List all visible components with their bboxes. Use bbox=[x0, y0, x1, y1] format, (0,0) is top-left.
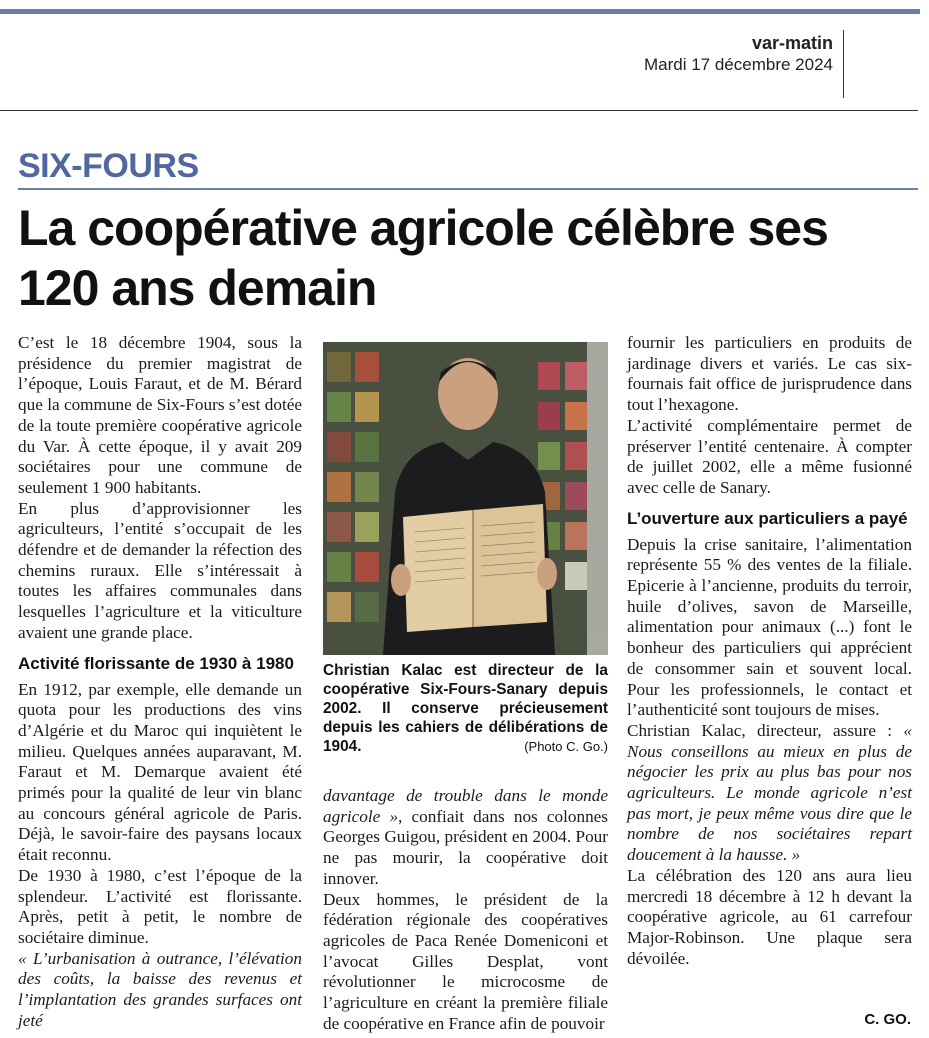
paragraph: Deux hommes, le président de la fédération régionale des coopératives agricoles de Paca Renée Domeniconi et l’avocat Gilles Desplat, vont révolutionner le microcosme de l’agriculture en créant la première filiale de coopérative en France afin de pouvoir bbox=[323, 889, 608, 1033]
kicker-rule bbox=[18, 188, 918, 190]
newspaper-name: var-matin bbox=[751, 33, 833, 53]
column-2 bbox=[323, 786, 608, 1034]
paragraph-text: , confiait dans nos colonnes Georges Guigou, président en 2004. Pour ne pas mourir, la coopérative doit innover. bbox=[323, 806, 608, 888]
header-rule bbox=[0, 110, 918, 111]
article-photo bbox=[323, 342, 608, 655]
subheading: Activité florissante de 1930 à 1980 bbox=[18, 653, 294, 673]
author-signature: C. GO. bbox=[864, 1011, 911, 1028]
paragraph: La célébration des 120 ans aura lieu mercredi 18 décembre à 12 h devant la coopérative agricole, au 61 carrefour Major-Robinson. Une plaque sera dévoilée. bbox=[627, 865, 912, 968]
paragraph: C’est le 18 décembre 1904, sous la présidence du premier magistrat de l’époque, Louis Faraut, et de M. Bérard que la commune de Six-Fours s’est dotée de la toute première coopérative agricole du Var. À cette époque, il y avait 209 sociétaires pour une commune de seulement 1 900 habitants. bbox=[18, 333, 302, 497]
paragraph: Depuis la crise sanitaire, l’alimentation représente 55 % des ventes de la filiale. Epicerie à l’ancienne, produits du terroir, huile d’olives, savon de Marseille, alimentation pour animaux (...) font le bonheur des particuliers qui apprécient de consommer sain et souvent local. Pour les professionnels, le contact et l’authenticité sont toujours de mises. bbox=[627, 534, 912, 720]
subheading: L’ouverture aux particuliers a payé bbox=[627, 508, 908, 528]
masthead bbox=[644, 32, 833, 76]
top-accent-bar bbox=[0, 9, 920, 14]
section-kicker: SIX-FOURS bbox=[18, 147, 199, 185]
masthead-divider bbox=[843, 30, 844, 98]
column-1 bbox=[18, 333, 302, 1032]
photo-illustration bbox=[323, 342, 608, 655]
paragraph: fournir les particuliers en produits de jardinage divers et variés. Le cas six-fournais fait office de jurisprudence dans tout l’hexagone. bbox=[627, 333, 912, 415]
publication-date: Mardi 17 décembre 2024 bbox=[643, 55, 833, 74]
quote-text: « L’urbanisation à outrance, l’élévation des coûts, la baisse des revenus et l’implantation des grandes surfaces ont jeté bbox=[18, 948, 302, 1030]
paragraph: En 1912, par exemple, elle demande un quota pour les productions des vins d’Algérie et du Maroc qui inquiètent le milieu. Quelques années auparavant, M. Faraut et M. Demarque avaient été primés pour la qualité de leur vin blanc au concours général agricole de Paris. Déjà, le savoir-faire des paysans locaux était reconnu. bbox=[18, 679, 302, 865]
paragraph bbox=[627, 721, 912, 866]
quote-continuation: davantage de trouble dans le monde agricole » bbox=[323, 786, 608, 826]
paragraph bbox=[323, 786, 608, 890]
paragraph: L’activité complémentaire permet de préserver l’entité centenaire. À compter de juillet 2002, elle a même fusionné avec celle de Sanary. bbox=[627, 415, 912, 497]
quote-text: « Nous conseillons au mieux en plus de négocier les prix au plus bas pour nos agriculteurs. Le monde agricole n’est pas mort, je peux même vous dire que le nombre de nos sociétaires repart doucement à la hausse. » bbox=[627, 720, 913, 865]
paragraph: De 1930 à 1980, c’est l’époque de la splendeur. L’activité est florissante. Après, petit à petit, le nombre de sociétaire diminue. bbox=[18, 865, 302, 947]
caption-text: Christian Kalac est directeur de la coopérative Six-Fours-Sanary depuis 2002. Il conserve précieusement depuis les cahiers de délibérations de 1904. bbox=[323, 662, 608, 755]
photo-credit: (Photo C. Go.) bbox=[524, 739, 608, 754]
quote-paragraph bbox=[18, 949, 302, 1032]
headline: La coopérative agricole célèbre ses 120 ans demain bbox=[18, 200, 828, 316]
photo-caption bbox=[323, 661, 608, 756]
paragraph: En plus d’approvisionner les agriculteurs, l’entité s’occupait de les défendre et de demander la réfection des chemins ruraux. Elle s’intéressait à toutes les affaires communales dans lesquelles l’agriculture et la viticulture avaient une grande place. bbox=[18, 498, 302, 642]
quote-lead: Christian Kalac, directeur, assure : bbox=[627, 720, 893, 740]
column-3 bbox=[627, 333, 912, 969]
